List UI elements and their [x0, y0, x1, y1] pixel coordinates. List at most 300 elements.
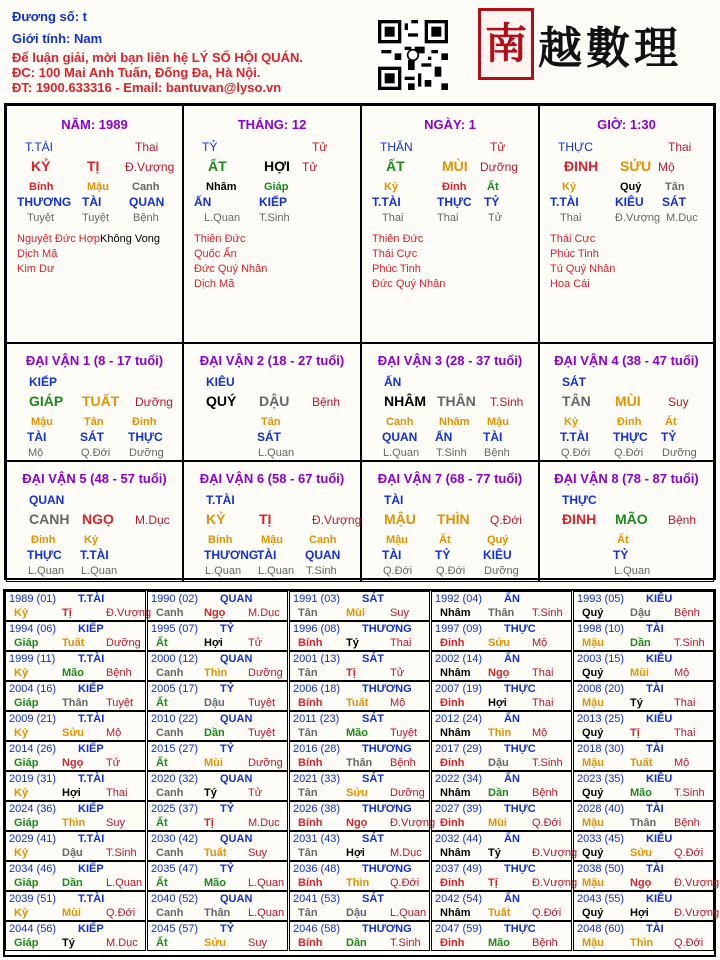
year-god: KIÊU	[646, 713, 673, 725]
luck-hidden-state: Q.Đới	[81, 447, 111, 459]
year-god: TÀI	[646, 743, 664, 755]
year-branch: Dần	[346, 937, 367, 949]
luck-hidden-state: L.Quan	[258, 565, 295, 577]
luck-hidden-stem: Mậu	[487, 416, 509, 428]
year-stem: Ất	[156, 877, 168, 889]
year-state: L.Quan	[248, 907, 285, 919]
year-god: KIÊU	[646, 593, 673, 605]
luck-hidden-god: TÀI	[27, 430, 47, 444]
year-state: Bệnh	[532, 787, 558, 799]
pillar-top-state: Thai	[668, 140, 692, 154]
luck-hidden-state: L.Quan	[205, 565, 242, 577]
year-stem: Mậu	[582, 637, 604, 649]
year-state: Bệnh	[674, 817, 700, 829]
year-label: 1991 (03)	[293, 593, 341, 605]
year-cell[interactable]	[573, 861, 720, 891]
luck-hidden-god: TÀI	[257, 548, 277, 562]
year-state: Suy	[390, 607, 409, 619]
year-cell[interactable]	[147, 591, 288, 621]
year-stem: Nhâm	[440, 907, 471, 919]
year-cell[interactable]	[431, 711, 572, 741]
hidden-god: KIÊU	[615, 195, 644, 209]
year-label: 2032 (44)	[435, 833, 483, 845]
luck-hidden-god: KIÊU	[483, 548, 512, 562]
luck-hidden-stem: Tân	[261, 416, 281, 428]
year-label: 2008 (20)	[577, 683, 625, 695]
year-cell[interactable]	[5, 771, 146, 801]
special-star: Thái Cực	[550, 233, 596, 245]
special-star: Thái Cực	[372, 248, 418, 260]
luck-pillar-7[interactable]	[361, 461, 539, 582]
heavenly-stem: ẤT	[386, 158, 405, 174]
year-label: 2044 (56)	[9, 923, 57, 935]
luck-god: ẤN	[384, 375, 402, 389]
year-branch: Ngọ	[204, 607, 226, 619]
year-god: KIÊU	[646, 773, 673, 785]
year-branch: Tý	[488, 847, 501, 859]
year-cell[interactable]	[147, 651, 288, 681]
year-god: TÀI	[646, 923, 664, 935]
year-branch: Tị	[346, 667, 356, 679]
year-state: Suy	[248, 847, 267, 859]
year-label: 1999 (11)	[9, 653, 56, 665]
year-stem: Kỷ	[14, 847, 29, 859]
hidden-stem: Quý	[620, 181, 642, 193]
year-god: THƯƠNG	[362, 863, 412, 875]
year-cell[interactable]	[147, 771, 288, 801]
year-stem: Tân	[298, 607, 318, 619]
luck-hidden-stem: Ất	[665, 416, 677, 428]
special-star: Đức Quý Nhân	[372, 278, 446, 290]
year-state: T.Sinh	[390, 937, 421, 949]
year-state: L.Quan	[248, 877, 285, 889]
luck-hidden-state: Q.Đới	[561, 447, 591, 459]
year-label: 2023 (35)	[577, 773, 625, 785]
year-state: Q.Đới	[106, 907, 136, 919]
hidden-stem: Ất	[487, 181, 499, 193]
year-cell[interactable]	[5, 801, 146, 831]
year-god: TỶ	[220, 923, 235, 935]
year-branch: Dần	[62, 877, 83, 889]
year-cell[interactable]	[573, 831, 714, 861]
year-stem: Bính	[298, 817, 323, 829]
year-cell[interactable]	[5, 621, 146, 651]
year-stem: Giáp	[14, 877, 39, 889]
year-state: Đ.Vượng	[532, 847, 578, 859]
luck-hidden-god: THỰC	[128, 430, 163, 444]
year-cell[interactable]	[289, 741, 430, 771]
year-state: T.Sinh	[674, 637, 705, 649]
year-god: T.TÀI	[78, 593, 105, 605]
year-label: 2016 (28)	[293, 743, 341, 755]
luck-branch: THÌN	[437, 511, 470, 527]
hidden-stem: Kỷ	[562, 181, 577, 193]
year-cell[interactable]	[289, 681, 430, 711]
year-branch: Thân	[62, 697, 89, 709]
luck-pillar-1[interactable]	[6, 343, 183, 461]
year-cell[interactable]	[5, 651, 146, 681]
special-star: Thiên Đức	[372, 233, 424, 245]
luck-hidden-stem: Canh	[386, 416, 414, 428]
year-stem: Mậu	[582, 757, 604, 769]
year-cell[interactable]	[5, 711, 146, 741]
year-state: Thai	[674, 727, 696, 739]
pillar-top-god: TỶ	[202, 140, 218, 154]
year-branch: Mão	[488, 937, 510, 949]
hidden-state: L.Quan	[204, 212, 241, 224]
luck-hidden-god: T.TÀI	[560, 430, 589, 444]
year-god: THỰC	[504, 803, 536, 815]
year-label: 2022 (34)	[435, 773, 483, 785]
year-label: 2011 (23)	[293, 713, 340, 725]
hidden-god: QUAN	[129, 195, 165, 209]
year-stem: Nhâm	[440, 787, 471, 799]
year-label: 2015 (27)	[151, 743, 199, 755]
luck-pillar-2[interactable]	[183, 343, 361, 461]
luck-branch: TUẤT	[82, 393, 120, 409]
luck-branch: MÙI	[615, 393, 641, 409]
year-stem: Bính	[298, 877, 323, 889]
year-state: Bệnh	[390, 757, 416, 769]
year-branch: Tuất	[488, 907, 511, 919]
special-star: Kim Dư	[17, 263, 55, 275]
luck-hidden-stem: Mậu	[386, 534, 408, 546]
luck-hidden-stem: Canh	[309, 534, 337, 546]
hidden-stem: Bính	[29, 181, 54, 193]
luck-hidden-stem: Ất	[617, 534, 629, 546]
luck-hidden-state: Bệnh	[484, 447, 510, 459]
year-label: 2039 (51)	[9, 893, 57, 905]
year-label: 2031 (43)	[293, 833, 341, 845]
hidden-stem: Canh	[132, 181, 160, 193]
luck-state: M.Dục	[135, 513, 170, 527]
year-label: 2030 (42)	[151, 833, 199, 845]
luck-state: T.Sinh	[490, 395, 524, 409]
luck-pillar-title: ĐẠI VẬN 3 (28 - 37 tuổi)	[377, 353, 523, 368]
year-label: 2021 (33)	[293, 773, 341, 785]
year-cell[interactable]	[431, 831, 578, 861]
year-branch: Mùi	[204, 757, 223, 769]
luck-hidden-state: Dưỡng	[662, 447, 697, 459]
year-stem: Quý	[582, 847, 604, 859]
year-label: 2019 (31)	[9, 773, 57, 785]
year-cell[interactable]	[147, 891, 288, 921]
year-stem: Canh	[156, 847, 184, 859]
luck-hidden-god: TỶ	[661, 430, 677, 444]
luck-pillar-title: ĐẠI VẬN 2 (18 - 27 tuổi)	[199, 353, 345, 368]
year-cell[interactable]	[573, 651, 714, 681]
luck-pillar-title: ĐẠI VẬN 6 (58 - 67 tuổi)	[199, 471, 345, 486]
year-cell[interactable]	[5, 921, 146, 951]
year-branch: Mùi	[488, 817, 507, 829]
luck-state: Đ.Vượng	[312, 513, 362, 527]
luck-hidden-state: L.Quan	[614, 565, 651, 577]
hidden-god: SÁT	[662, 195, 686, 209]
year-label: 1989 (01)	[9, 593, 57, 605]
year-branch: Dậu	[346, 907, 367, 919]
year-cell[interactable]	[573, 591, 714, 621]
special-star: Thiên Đức	[194, 233, 246, 245]
hidden-stem: Đinh	[442, 181, 467, 193]
luck-hidden-stem: Đinh	[132, 416, 157, 428]
year-cell[interactable]	[431, 861, 578, 891]
hidden-god: T.TÀI	[550, 195, 579, 209]
year-cell[interactable]	[431, 681, 572, 711]
year-state: M.Dục	[106, 937, 138, 949]
year-cell[interactable]	[289, 801, 436, 831]
luck-hidden-state: L.Quan	[81, 565, 118, 577]
luck-pillar-4[interactable]	[539, 343, 714, 461]
luck-hidden-god: T.TÀI	[80, 548, 109, 562]
hidden-god: ẤN	[194, 195, 212, 209]
year-god: TỶ	[220, 623, 235, 635]
luck-hidden-stem: Ất	[439, 534, 451, 546]
pillar-2[interactable]	[183, 105, 361, 343]
year-cell[interactable]	[147, 741, 288, 771]
luck-hidden-state: L.Quan	[28, 565, 65, 577]
year-cell[interactable]	[573, 681, 714, 711]
luck-hidden-god: QUAN	[382, 430, 418, 444]
year-state: Mộ	[674, 667, 690, 679]
luck-hidden-stem: Đinh	[617, 416, 642, 428]
year-stem: Canh	[156, 907, 184, 919]
year-branch: Sửu	[346, 787, 369, 799]
year-cell[interactable]	[289, 921, 430, 951]
luck-hidden-state: Q.Đới	[383, 565, 413, 577]
qr-code-icon[interactable]	[378, 20, 448, 90]
luck-pillar-title: ĐẠI VẬN 8 (78 - 87 tuổi)	[554, 471, 699, 486]
year-cell[interactable]	[573, 771, 714, 801]
pillar-4[interactable]	[539, 105, 714, 343]
year-cell[interactable]	[431, 591, 572, 621]
year-god: THỰC	[504, 623, 536, 635]
year-god: KIẾP	[78, 683, 104, 695]
year-cell[interactable]	[573, 891, 720, 921]
year-god: THƯƠNG	[362, 803, 412, 815]
year-cell[interactable]	[5, 831, 146, 861]
year-cell[interactable]	[431, 891, 572, 921]
luck-hidden-god: QUAN	[305, 548, 341, 562]
year-cell[interactable]	[431, 771, 572, 801]
year-stem: Nhâm	[440, 727, 471, 739]
year-god: SÁT	[362, 833, 384, 845]
luck-branch: DẬU	[259, 393, 290, 409]
year-cell[interactable]	[289, 861, 430, 891]
year-stem: Ất	[156, 637, 168, 649]
year-branch: Tý	[630, 697, 643, 709]
year-cell[interactable]	[289, 621, 430, 651]
year-branch: Thìn	[346, 877, 370, 889]
year-state: M.Dục	[390, 847, 422, 859]
annual-luck-grid	[3, 589, 720, 957]
year-branch: Tuất	[62, 637, 85, 649]
year-cell[interactable]	[289, 891, 430, 921]
hidden-god: THƯƠNG	[17, 195, 72, 209]
year-god: SÁT	[362, 653, 384, 665]
luck-pillar-title: ĐẠI VẬN 7 (68 - 77 tuổi)	[377, 471, 523, 486]
year-cell[interactable]	[573, 921, 714, 951]
year-label: 2001 (13)	[293, 653, 341, 665]
year-stem: Tân	[298, 847, 318, 859]
year-cell[interactable]	[573, 711, 714, 741]
year-state: T.Sinh	[532, 607, 563, 619]
year-stem: Ất	[156, 817, 168, 829]
year-stem: Mậu	[582, 697, 604, 709]
year-cell[interactable]	[5, 891, 146, 921]
year-cell[interactable]	[289, 831, 430, 861]
year-state: T.Sinh	[674, 787, 705, 799]
year-cell[interactable]	[573, 621, 714, 651]
year-cell[interactable]	[431, 621, 572, 651]
luck-hidden-state: L.Quan	[383, 447, 420, 459]
year-branch: Thìn	[204, 667, 228, 679]
year-state: Đ.Vượng	[674, 907, 720, 919]
year-god: KIẾP	[78, 803, 104, 815]
year-cell[interactable]	[5, 741, 146, 771]
hidden-god: TÀI	[82, 195, 102, 209]
year-god: ẤN	[504, 773, 520, 785]
year-label: 2038 (50)	[577, 863, 625, 875]
year-branch: Tị	[488, 877, 498, 889]
luck-branch: TỊ	[259, 511, 272, 527]
year-god: TỶ	[220, 743, 235, 755]
year-branch: Mão	[204, 877, 226, 889]
year-state: Tuyệt	[248, 697, 276, 709]
luck-pillar-3[interactable]	[361, 343, 539, 461]
hidden-state: Thai	[560, 212, 582, 224]
year-cell[interactable]	[431, 921, 572, 951]
year-branch: Sửu	[62, 727, 85, 739]
luck-pillar-5[interactable]	[6, 461, 183, 582]
year-state: Mộ	[390, 697, 406, 709]
year-cell[interactable]	[5, 861, 146, 891]
year-cell[interactable]	[147, 681, 288, 711]
year-cell[interactable]	[147, 711, 288, 741]
year-branch: Dần	[630, 637, 651, 649]
special-star: Dịch Mã	[194, 278, 235, 290]
year-god: QUAN	[220, 653, 253, 665]
special-star: Phúc Tinh	[372, 263, 421, 275]
year-stem: Tân	[298, 787, 318, 799]
year-cell[interactable]	[147, 801, 288, 831]
year-god: T.TÀI	[78, 653, 105, 665]
year-cell[interactable]	[431, 741, 572, 771]
header	[0, 0, 720, 100]
brand-text: 越數理	[538, 23, 682, 74]
year-god: TÀI	[646, 803, 664, 815]
year-state: Đ.Vượng	[674, 877, 720, 889]
year-cell[interactable]	[573, 801, 714, 831]
year-stem: Kỷ	[14, 607, 29, 619]
year-cell[interactable]	[431, 651, 572, 681]
year-cell[interactable]	[289, 771, 430, 801]
year-god: QUAN	[220, 593, 253, 605]
year-cell[interactable]	[147, 921, 288, 951]
branch-state: Dưỡng	[480, 160, 518, 174]
year-branch: Tý	[62, 937, 75, 949]
pillar-title: NGÀY: 1	[424, 117, 476, 132]
year-stem: Canh	[156, 667, 184, 679]
year-stem: Đinh	[440, 757, 465, 769]
year-label: 2012 (24)	[435, 713, 483, 725]
luck-pillar-title: ĐẠI VẬN 1 (8 - 17 tuổi)	[25, 353, 164, 368]
year-label: 2026 (38)	[293, 803, 341, 815]
special-star: Tú Quý Nhân	[550, 263, 616, 275]
year-god: THƯƠNG	[362, 683, 412, 695]
year-cell[interactable]	[289, 591, 430, 621]
year-label: 1994 (06)	[9, 623, 57, 635]
year-state: Q.Đới	[674, 937, 704, 949]
year-cell[interactable]	[573, 741, 714, 771]
heavenly-stem: ẤT	[208, 158, 227, 174]
luck-state: Bệnh	[668, 513, 697, 527]
year-cell[interactable]	[289, 651, 430, 681]
year-branch: Ngọ	[62, 757, 84, 769]
pillar-title: NĂM: 1989	[61, 117, 128, 132]
luck-hidden-god: THỰC	[613, 430, 648, 444]
luck-hidden-state: Q.Đới	[436, 565, 466, 577]
luck-branch: MÃO	[615, 511, 648, 527]
year-state: L.Quan	[390, 907, 427, 919]
year-state: M.Dục	[248, 607, 280, 619]
luck-stem: GIÁP	[29, 393, 64, 409]
pillar-top-state: Tử	[490, 140, 506, 154]
year-stem: Quý	[582, 607, 604, 619]
year-god: KIÊU	[646, 653, 673, 665]
year-label: 2047 (59)	[435, 923, 483, 935]
pillar-1[interactable]	[6, 105, 183, 343]
year-god: ẤN	[504, 893, 520, 905]
year-branch: Thân	[630, 817, 657, 829]
year-god: SÁT	[362, 893, 384, 905]
year-cell[interactable]	[289, 711, 430, 741]
year-branch: Mùi	[346, 607, 365, 619]
year-stem: Kỷ	[14, 667, 29, 679]
pillar-3[interactable]	[361, 105, 539, 343]
luck-pillar-8[interactable]	[539, 461, 714, 582]
year-branch: Mão	[630, 787, 652, 799]
year-cell[interactable]	[5, 591, 152, 621]
year-cell[interactable]	[431, 801, 572, 831]
year-stem: Giáp	[14, 697, 39, 709]
year-state: Tử	[390, 667, 405, 679]
year-stem: Kỷ	[14, 907, 29, 919]
year-cell[interactable]	[147, 861, 288, 891]
luck-pillar-6[interactable]	[183, 461, 361, 582]
year-label: 2034 (46)	[9, 863, 57, 875]
year-cell[interactable]	[147, 831, 288, 861]
heavenly-stem: ĐINH	[564, 158, 599, 174]
year-branch: Dậu	[62, 847, 83, 859]
year-cell[interactable]	[5, 681, 146, 711]
year-stem: Giáp	[14, 637, 39, 649]
year-god: SÁT	[362, 713, 384, 725]
year-god: ẤN	[504, 593, 520, 605]
year-stem: Đinh	[440, 817, 465, 829]
contact[interactable]: ĐT: 1900.633316 - Email: bantuvan@lyso.vn	[12, 80, 282, 95]
year-state: Thai	[532, 697, 554, 709]
year-branch: Thìn	[62, 817, 86, 829]
year-state: L.Quan	[106, 877, 143, 889]
year-branch: Tị	[62, 607, 72, 619]
year-god: ẤN	[504, 653, 520, 665]
chart-grid	[4, 103, 716, 580]
year-cell[interactable]	[147, 621, 288, 651]
year-branch: Hợi	[62, 787, 81, 799]
year-label: 2041 (53)	[293, 893, 341, 905]
year-label: 2036 (48)	[293, 863, 341, 875]
year-label: 2045 (57)	[151, 923, 199, 935]
